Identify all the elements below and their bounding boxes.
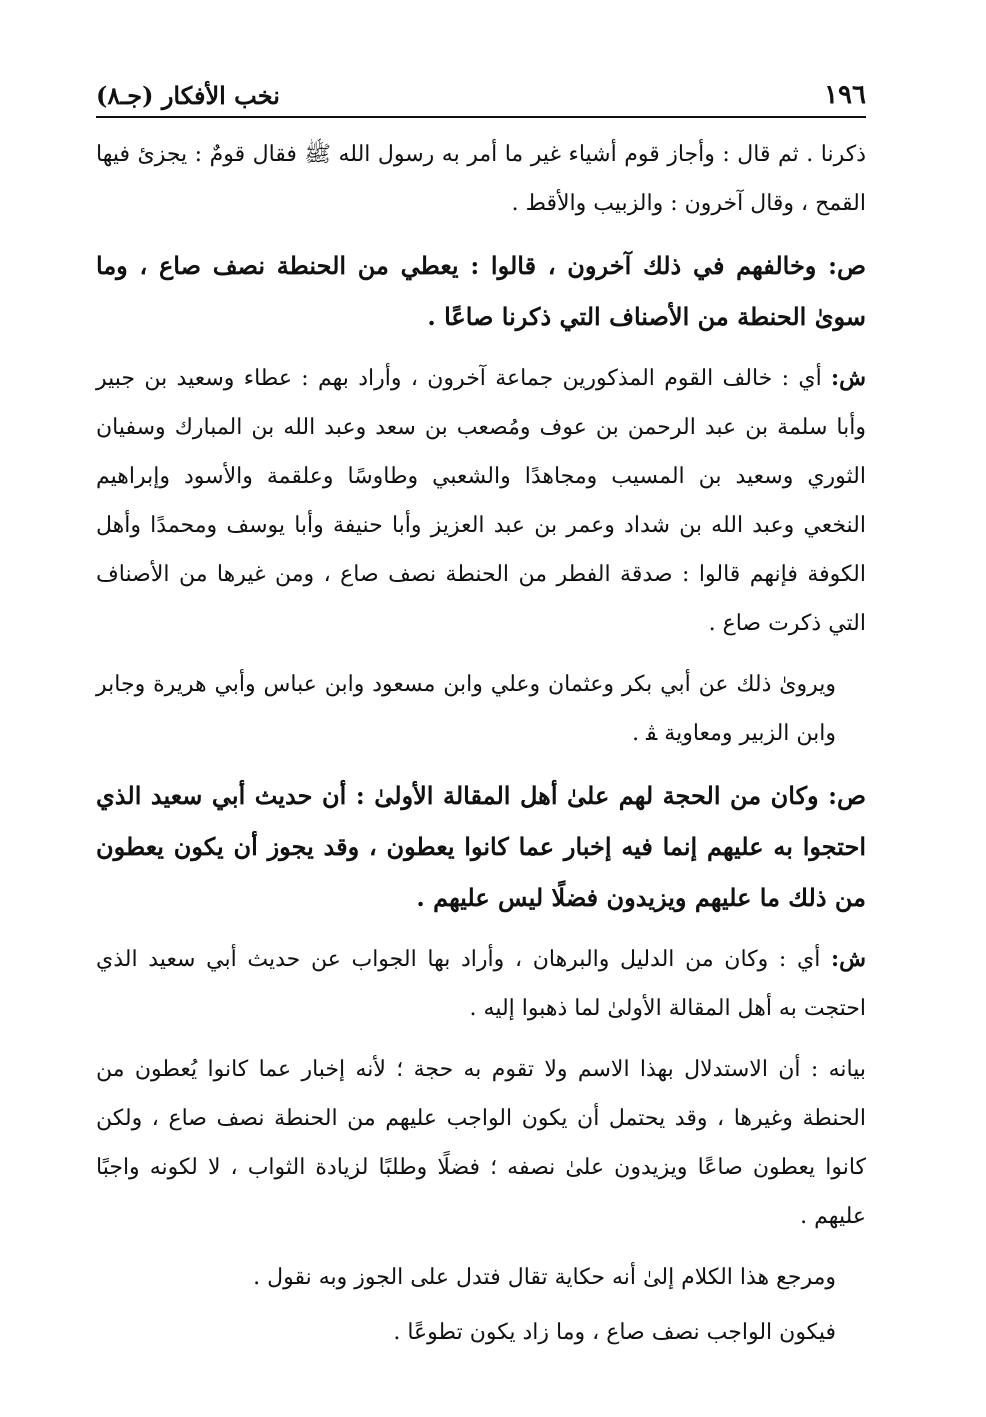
page-number: ١٩٦ — [824, 80, 866, 110]
paragraph-continuation — [96, 130, 866, 228]
paragraph-conclusion — [96, 1308, 866, 1357]
paragraph-text: أي : وكان من الدليل والبرهان ، وأراد بها الجواب عن حديث أبي سعيد الذي احتجت به أهل المقالة الأولىٰ لما ذهبوا إليه . — [96, 947, 866, 1021]
paragraph-text: وخالفهم في ذلك آخرون ، قالوا : يعطي من الحنطة نصف صاع ، وما سوىٰ الحنطة من الأصناف التي ذكرنا صاعًا . — [96, 251, 866, 331]
matn-marker: ص: — [828, 781, 866, 810]
paragraph-conclusion — [96, 1253, 866, 1302]
paragraph-text: ويروىٰ ذلك عن أبي بكر وعثمان وعلي وابن مسعود وابن عباس وأبي هريرة وجابر وابن الزبير ومعاوية ﭭ . — [96, 672, 836, 746]
paragraph-text: فيكون الواجب نصف صاع ، وما زاد يكون تطوعًا . — [393, 1320, 836, 1345]
paragraph-text: بيانه : أن الاستدلال بهذا الاسم ولا تقوم به حجة ؛ لأنه إخبار عما كانوا يُعطون من الحنطة وغيرها ، وقد يحتمل أن يكون الواجب عليهم من الحنطة نصف صاع ، ولكن كانوا يعطون صاعًا ويزيدون علىٰ نصفه ؛ فضلًا وطلبًا لزيادة الثواب ، لا لكونه واجبًا عليهم . — [96, 1057, 866, 1229]
paragraph-narration — [96, 660, 866, 758]
page-body — [96, 130, 866, 1357]
paragraph-explanation — [96, 1045, 866, 1241]
sharh-marker: ش: — [831, 946, 866, 972]
paragraph-sharh — [96, 354, 866, 648]
paragraph-sharh — [96, 935, 866, 1033]
paragraph-text: وكان من الحجة لهم علىٰ أهل المقالة الأولىٰ : أن حديث أبي سعيد الذي احتجوا به عليهم إنما فيه إخبار عما كانوا يعطون ، وقد يجوز أن يكون يعطون من ذلك ما عليهم ويزيدون فضلًا ليس عليهم . — [96, 781, 866, 912]
page-header — [96, 62, 866, 118]
sharh-marker: ش: — [831, 365, 866, 391]
paragraph-text: ذكرنا . ثم قال : وأجاز قوم أشياء غير ما أمر به رسول الله ﷺ فقال قومٌ : يجزئ فيها القمح ، وقال آخرون : والزبيب والأقط . — [96, 142, 866, 216]
paragraph-text: أي : خالف القوم المذكورين جماعة آخرون ، وأراد بهم : عطاء وسعيد بن جبير وأبا سلمة بن عبد الرحمن بن عوف ومُصعب بن سعد وعبد الله بن المبارك وسفيان الثوري وسعيد بن المسيب ومجاهدًا والشعبي وطاوسًا وعلقمة والأسود وإبراهيم النخعي وعبد الله بن شداد وعمر بن عبد العزيز وأبا حنيفة وأبا يوسف ومحمدًا وأهل الكوفة فإنهم قالوا : صدقة الفطر من الحنطة نصف صاع ، ومن غيرها من الأصناف التي ذكرت صاع . — [96, 366, 866, 636]
paragraph-text: ومرجع هذا الكلام إلىٰ أنه حكاية تقال فتدل على الجوز وبه نقول . — [253, 1265, 836, 1290]
matn-marker: ص: — [828, 251, 866, 280]
paragraph-matn — [96, 770, 866, 923]
paragraph-matn — [96, 240, 866, 342]
book-title: نخب الأفكار (جـ٨) — [96, 81, 280, 110]
book-page — [96, 62, 866, 1377]
